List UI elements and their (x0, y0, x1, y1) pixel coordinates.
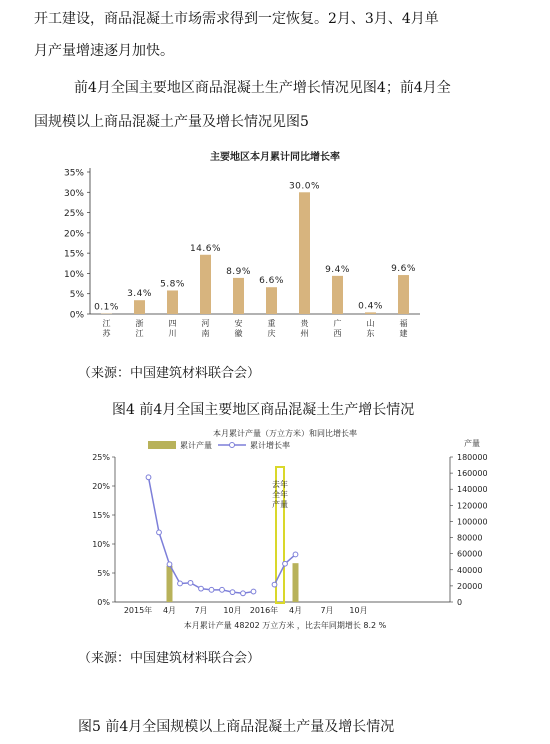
bar-data-label: 9.6% (391, 264, 416, 275)
legend-line-label: 累计增长率 (250, 441, 290, 450)
x-category-label: 建 (399, 329, 408, 338)
paragraph-2-line-1: 前4月全国主要地区商品混凝土生产增长情况见图4；前4月全 (74, 80, 451, 96)
left-y-tick-label: 25% (92, 453, 110, 462)
x-category-label: 南 (201, 329, 210, 338)
paragraph-1-line-2: 月产量增速逐月加快。 (34, 43, 174, 59)
figure4-caption: 图4 前4月全国主要地区商品混凝土生产增长情况 (112, 402, 415, 418)
bar-data-label: 8.9% (226, 266, 251, 277)
legend-bar-label: 累计产量 (180, 441, 212, 450)
annotation-text: 去年 (272, 480, 288, 489)
right-y-tick-label: 40000 (457, 565, 483, 575)
bar (332, 276, 343, 314)
bar-data-label: 0.4% (358, 301, 383, 312)
x-category-label: 河 (201, 319, 210, 328)
growth-rate-point (199, 586, 204, 591)
left-y-tick-label: 0% (97, 598, 110, 607)
growth-rate-point (157, 530, 162, 535)
x-category-label: 东 (366, 329, 375, 338)
growth-rate-point (293, 552, 298, 557)
y-tick-label: 25% (63, 209, 84, 220)
annotation-text: 产量 (272, 500, 288, 509)
bar (233, 278, 244, 314)
growth-rate-point (188, 580, 193, 585)
right-y-tick-label: 180000 (457, 453, 488, 462)
y-tick-label: 5% (69, 290, 84, 301)
production-bar (293, 563, 299, 602)
x-category-label: 西 (333, 329, 342, 338)
regional-growth-bar-chart (40, 144, 510, 359)
x-tick-label: 2016年 (249, 606, 279, 615)
right-y-tick-label: 120000 (457, 501, 488, 511)
growth-rate-point (251, 589, 256, 594)
left-y-tick-label: 5% (97, 569, 110, 578)
growth-rate-point (230, 590, 235, 595)
x-category-label: 广 (333, 319, 342, 328)
right-y-tick-label: 140000 (457, 485, 488, 495)
growth-rate-point (272, 582, 277, 587)
x-category-label: 安 (234, 319, 243, 328)
x-tick-label: 7月 (194, 606, 208, 615)
x-category-label: 山 (366, 319, 375, 328)
chart1-title: 主要地区本月累计同比增长率 (210, 152, 340, 163)
legend-line-marker (230, 443, 235, 448)
growth-rate-point (167, 562, 172, 567)
right-y-tick-label: 160000 (457, 469, 488, 479)
growth-rate-line (149, 477, 254, 593)
paragraph-1-line-1: 开工建设，商品混凝土市场需求得到一定恢复。2月、3月、4月单 (34, 11, 439, 27)
x-category-label: 徽 (234, 329, 243, 338)
paragraph-2-line-2: 国规模以上商品混凝土产量及增长情况见图5 (34, 114, 309, 130)
bar (200, 255, 211, 314)
bar-data-label: 5.8% (160, 279, 185, 290)
growth-rate-point (209, 587, 214, 592)
production-bar (167, 566, 173, 602)
right-y-tick-label: 20000 (457, 581, 483, 591)
legend-bar-swatch (148, 441, 176, 449)
figure4-source: （来源：中国建筑材料联合会） (78, 366, 261, 381)
figure5-caption: 图5 前4月全国规模以上商品混凝土产量及增长情况 (78, 719, 395, 735)
left-y-tick-label: 15% (92, 511, 110, 520)
x-category-label: 州 (300, 329, 309, 338)
bar (398, 275, 409, 314)
bar-data-label: 6.6% (259, 276, 284, 287)
growth-rate-point (241, 591, 246, 596)
growth-rate-point (178, 581, 183, 586)
left-y-tick-label: 20% (92, 482, 110, 491)
bar-data-label: 3.4% (127, 289, 152, 300)
x-category-label: 贵 (300, 319, 309, 328)
x-tick-label: 10月 (223, 606, 242, 615)
growth-rate-point (220, 587, 225, 592)
chart2-footnote: 本月累计产量 48202 万立方米 ，比去年同期增长 8.2 % (183, 621, 387, 630)
x-category-label: 苏 (102, 329, 111, 338)
x-category-label: 江 (135, 329, 144, 338)
bar (365, 312, 376, 314)
bar-data-label: 0.1% (94, 302, 119, 313)
x-category-label: 福 (399, 319, 408, 328)
growth-rate-point (146, 475, 151, 480)
x-tick-label: 7月 (320, 606, 334, 615)
production-growth-combo-chart (50, 424, 520, 634)
y-tick-label: 10% (63, 269, 84, 280)
x-tick-label: 10月 (349, 606, 368, 615)
left-y-tick-label: 10% (92, 540, 110, 549)
y-tick-label: 0% (69, 310, 84, 321)
bar (167, 290, 178, 314)
x-tick-label: 2015年 (123, 606, 153, 615)
x-tick-label: 4月 (162, 606, 177, 615)
x-category-label: 江 (102, 319, 111, 328)
bar-data-label: 14.6% (189, 243, 222, 254)
chart2-title: 本月累计产量（万立方米）和同比增长率 (213, 429, 357, 438)
x-tick-label: 4月 (288, 606, 303, 615)
bar-data-label: 9.4% (325, 264, 350, 275)
y-tick-label: 20% (63, 229, 84, 240)
right-y-tick-label: 80000 (457, 533, 483, 543)
x-category-label: 庆 (267, 329, 276, 338)
bar-data-label: 30.0% (288, 181, 321, 192)
y-tick-label: 35% (63, 168, 84, 179)
right-y-tick-label: 100000 (457, 517, 488, 527)
annotation-text: 全年 (272, 490, 288, 499)
y-tick-label: 15% (63, 249, 84, 260)
x-category-label: 四 (168, 319, 177, 328)
bar (299, 192, 310, 314)
growth-rate-point (283, 561, 288, 566)
right-axis-label: 产量 (464, 439, 480, 448)
y-tick-label: 30% (63, 188, 84, 199)
right-y-tick-label: 0 (457, 598, 463, 607)
x-category-label: 川 (168, 329, 177, 338)
x-category-label: 重 (267, 319, 276, 328)
x-category-label: 浙 (135, 319, 144, 328)
bar (134, 300, 145, 314)
right-y-tick-label: 60000 (457, 549, 483, 559)
figure5-source: （来源：中国建筑材料联合会） (78, 651, 261, 666)
bar (266, 287, 277, 314)
